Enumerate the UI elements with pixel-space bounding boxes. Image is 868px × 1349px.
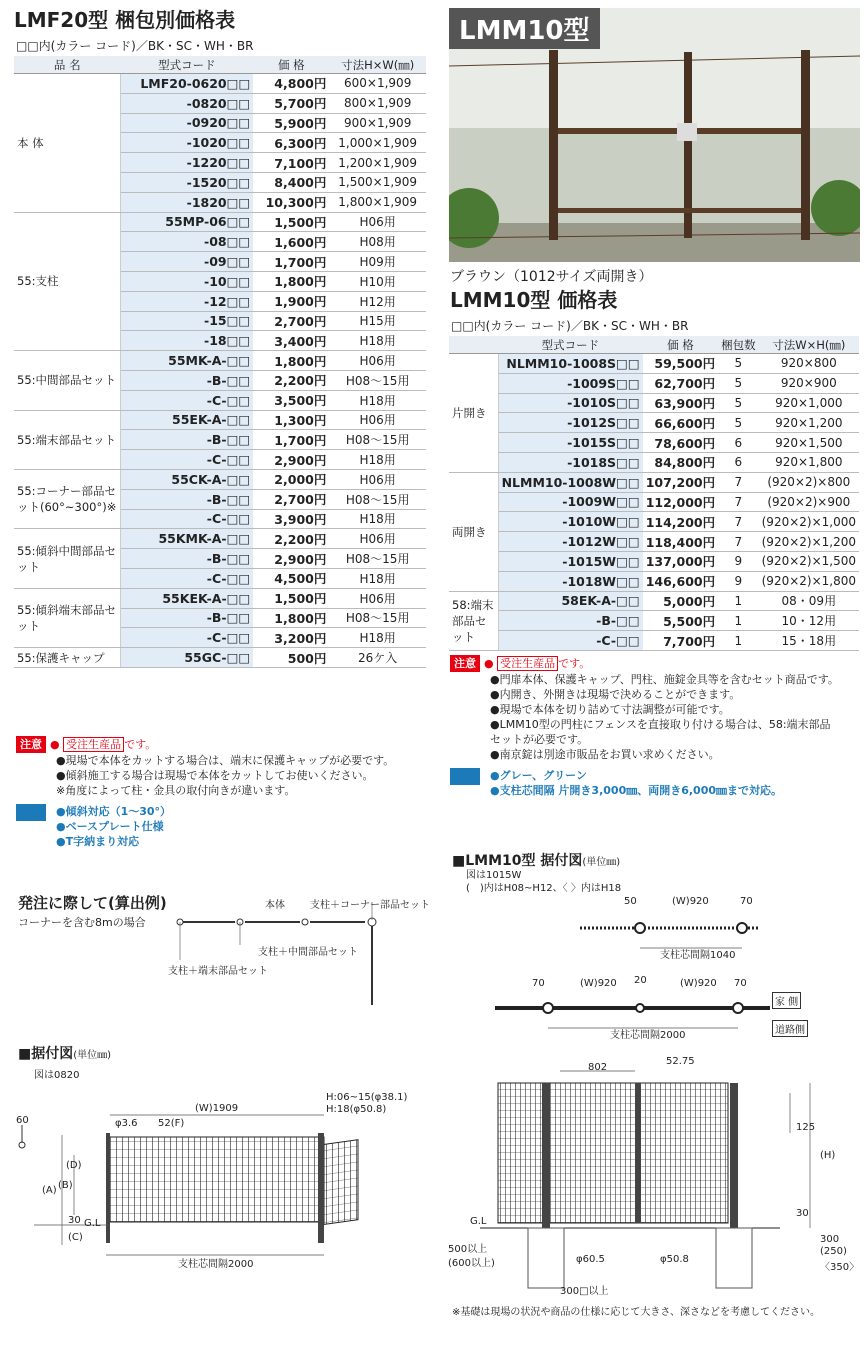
note-item: ●南京錠は別途市販品をお買い求めください。 [490, 748, 720, 761]
model-code: -0920□□ [121, 113, 254, 133]
column-header: 寸法W×H(㎜) [759, 336, 859, 354]
lmm-notice-chip: 注意 [450, 655, 480, 672]
model-code: -08□□ [121, 232, 254, 252]
feature-item: ●T字納まり対応 [56, 835, 140, 848]
table-row [449, 591, 859, 611]
price: 137,000円 [643, 551, 718, 571]
pack-count: 1 [718, 611, 759, 631]
price: 8,400円 [253, 172, 329, 192]
note-item: ●傾斜施工する場合は現場で本体をカットしてお使いください。 [56, 769, 374, 782]
model-code: -1820□□ [121, 192, 254, 212]
dimension: H09用 [329, 252, 426, 272]
model-code: -B-□□ [498, 611, 643, 631]
install-footnote: ※基礎は現場の状況や商品の仕様に応じて大きさ、深さなどを考慮してください。 [452, 1307, 820, 1318]
dimension: 1,500×1,909 [329, 172, 426, 192]
pack-count: 1 [718, 631, 759, 651]
price: 4,500円 [253, 568, 329, 588]
model-code: -09□□ [121, 252, 254, 272]
price: 1,300円 [253, 410, 329, 430]
table-header [14, 56, 426, 74]
pack-count: 7 [718, 532, 759, 552]
pack-count: 1 [718, 591, 759, 611]
table-row [449, 532, 859, 552]
dimension: H15用 [329, 311, 426, 331]
dimension: 15・18用 [759, 631, 859, 651]
price: 2,900円 [253, 549, 329, 569]
price: 7,100円 [253, 153, 329, 173]
dim-h0615: H:06~15(φ38.1) [326, 1092, 408, 1103]
price: 2,900円 [253, 450, 329, 470]
pack-count: 9 [718, 551, 759, 571]
dimension: H08～15用 [329, 549, 426, 569]
price: 2,200円 [253, 529, 329, 549]
dimension: H12用 [329, 291, 426, 311]
price: 62,700円 [643, 373, 718, 393]
model-code: -15□□ [121, 311, 254, 331]
note-item: ●LMM10型の門柱にフェンスを直接取り付ける場合は、58:端末部品 [490, 718, 831, 731]
dimension: H18用 [329, 331, 426, 351]
lmm-notes: 注意 ● 受注生産品 です。 ●門扉本体、保護キャップ、門柱、施錠金具等を含むセット商品です。 ●内開き、外開きは現場で決めることができます。 ●現場で本体を切り詰めて寸法調整が可能です。 ●LMM10型の門柱にフェンスを直接取り付ける場合は、58:端末部品 セットが必要です。 ●南京錠は別途市販品をお買い求めください。 特注 ●グレー、グリーン ●支柱芯間隔 片開き3,000㎜、両開き6,000㎜まで対応。 [450, 655, 860, 798]
dimension: 10・12用 [759, 611, 859, 631]
model-code: -1520□□ [121, 172, 254, 192]
model-code: -0820□□ [121, 93, 254, 113]
price: 1,800円 [253, 608, 329, 628]
note-item: ●現場で本体を切り詰めて寸法調整が可能です。 [490, 703, 730, 716]
table-row [14, 588, 426, 608]
dimension: 26ケ入 [329, 648, 426, 668]
price: 1,800円 [253, 271, 329, 291]
table-row [14, 469, 426, 489]
table-row [449, 571, 859, 591]
model-code: 55EK-A-□□ [121, 410, 254, 430]
dimension: (920×2)×1,500 [759, 551, 859, 571]
install-lmf-fig: 図は0820 [34, 1070, 80, 1081]
pack-count: 5 [718, 373, 759, 393]
price: 1,600円 [253, 232, 329, 252]
notice-chip: 注意 [16, 736, 46, 753]
lmf-title: LMF20型 梱包別価格表 [14, 8, 236, 32]
dimension: 900×1,909 [329, 113, 426, 133]
note-item: ●門扉本体、保護キャップ、門柱、施錠金具等を含むセット商品です。 [490, 673, 839, 686]
model-code: -1009W□□ [498, 492, 643, 512]
price: 59,500円 [643, 354, 718, 374]
dimension: (920×2)×1,200 [759, 532, 859, 552]
elev-dim-300sq: 300□以上 [560, 1286, 609, 1297]
table-row [449, 472, 859, 492]
pack-count: 7 [718, 472, 759, 492]
price: 10,300円 [253, 192, 329, 212]
top-dim-70: 70 [740, 896, 753, 907]
install-lmm-note: ( )内はH08~H12、〈 〉内はH18 [466, 883, 622, 894]
model-code: -1015S□□ [498, 433, 643, 453]
dim-b: (B) [58, 1180, 73, 1191]
model-code: -18□□ [121, 331, 254, 351]
price: 1,900円 [253, 291, 329, 311]
install-lmf-title: ■据付図(単位㎜) [18, 1046, 112, 1062]
table-row [449, 433, 859, 453]
house-side: 家 側 [772, 992, 801, 1009]
model-code: LMF20-0620□□ [121, 74, 254, 94]
table-row [14, 410, 426, 430]
price: 5,000円 [643, 591, 718, 611]
price: 112,000円 [643, 492, 718, 512]
dimension: H18用 [329, 628, 426, 648]
lmf-notes: 注意 ● 受注生産品 です。 ●現場で本体をカットする場合は、端末に保護キャップが必要です。 ●傾斜施工する場合は現場で本体をカットしてお使いください。 ※角度によって柱・金具の取付向きが違います。 特注 ●傾斜対応（1～30°） ●ベースプレート仕様 ●T字納まり対応 [16, 736, 426, 849]
group-name: 本 体 [14, 74, 121, 213]
dimension: 08・09用 [759, 591, 859, 611]
price: 1,700円 [253, 252, 329, 272]
model-code: -B-□□ [121, 608, 254, 628]
group-name: 55:保護キャップ [14, 648, 121, 668]
group-name: 55:コーナー部品セット(60°~300°)※ [14, 469, 121, 528]
table-row [449, 373, 859, 393]
dimension: 920×1,500 [759, 433, 859, 453]
group-name: 両開き [449, 472, 498, 591]
price: 3,400円 [253, 331, 329, 351]
note-item: ●内開き、外開きは現場で決めることができます。 [490, 688, 741, 701]
dimension: H06用 [329, 410, 426, 430]
pack-count: 6 [718, 433, 759, 453]
order-label-corner: 支柱＋コーナー部品セット [310, 900, 430, 911]
column-header: 品 名 [14, 56, 121, 74]
price: 5,500円 [643, 611, 718, 631]
price: 4,800円 [253, 74, 329, 94]
model-code: -1010S□□ [498, 393, 643, 413]
model-code: -1220□□ [121, 153, 254, 173]
price: 1,700円 [253, 430, 329, 450]
model-code: -1018W□□ [498, 571, 643, 591]
model-code: -1010W□□ [498, 512, 643, 532]
dim-a: (A) [42, 1185, 57, 1196]
dimension: H06用 [329, 588, 426, 608]
note-item: セットが必要です。 [490, 733, 589, 746]
model-code: -B-□□ [121, 489, 254, 509]
price: 3,500円 [253, 390, 329, 410]
group-name: 55:傾斜中間部品セット [14, 529, 121, 588]
lmm-title: LMM10型 価格表 [450, 288, 618, 312]
order-label-middle: 支柱＋中間部品セット [258, 947, 358, 958]
dimension: H06用 [329, 529, 426, 549]
dimension: H08～15用 [329, 370, 426, 390]
elev-dim-phi605: φ60.5 [576, 1254, 605, 1265]
model-code: 55KEK-A-□□ [121, 588, 254, 608]
elev-dim-30: 30 [796, 1208, 809, 1219]
lmf-color-note: □□内(カラー コード)／BK・SC・WH・BR [16, 39, 254, 53]
dimension: H08～15用 [329, 608, 426, 628]
dimension: 920×800 [759, 354, 859, 374]
road-side: 道路側 [772, 1020, 808, 1037]
table-header [449, 336, 859, 354]
dimension: 1,800×1,909 [329, 192, 426, 212]
dimension: (920×2)×800 [759, 472, 859, 492]
group-name: 55:支柱 [14, 212, 121, 351]
order-label-end: 支柱＋端末部品セット [168, 966, 268, 977]
dimension: 800×1,909 [329, 93, 426, 113]
table-row [14, 351, 426, 371]
dimension: 600×1,909 [329, 74, 426, 94]
price: 146,600円 [643, 571, 718, 591]
price: 5,700円 [253, 93, 329, 113]
price: 114,200円 [643, 512, 718, 532]
elev-dim-250: (250) [820, 1246, 847, 1257]
model-code: 55MP-06□□ [121, 212, 254, 232]
model-code: -1012W□□ [498, 532, 643, 552]
feature-item: ●グレー、グリーン [490, 769, 587, 782]
price: 5,900円 [253, 113, 329, 133]
pack-count: 5 [718, 393, 759, 413]
dim-d: (D) [66, 1160, 82, 1171]
mid-dim-20: 20 [634, 975, 647, 986]
dim-60: 60 [16, 1115, 29, 1126]
dimension: (920×2)×900 [759, 492, 859, 512]
price: 78,600円 [643, 433, 718, 453]
elev-dim-h: (H) [820, 1150, 836, 1161]
column-header: 型式コード [498, 336, 643, 354]
dimension: 920×1,800 [759, 452, 859, 472]
table-row [449, 393, 859, 413]
dimension: H10用 [329, 271, 426, 291]
lmm-made-to-order-label: 受注生産品 [497, 656, 558, 671]
model-code: 55GC-□□ [121, 648, 254, 668]
elev-dim-802: 802 [588, 1062, 608, 1073]
dim-gl: G.L [84, 1218, 101, 1229]
dimension: 1,000×1,909 [329, 133, 426, 153]
lmm-photo [449, 8, 860, 262]
table-row [14, 212, 426, 232]
price: 2,200円 [253, 370, 329, 390]
model-code: -1009S□□ [498, 373, 643, 393]
elev-dim-500: 500以上 [448, 1244, 488, 1255]
model-code: -C-□□ [121, 450, 254, 470]
model-code: -1015W□□ [498, 551, 643, 571]
dim-phi36: φ3.6 [115, 1118, 138, 1129]
lmm-price-table [449, 336, 859, 651]
model-code: -1018S□□ [498, 452, 643, 472]
mid-dim-w920a: (W)920 [580, 978, 617, 989]
price: 66,600円 [643, 413, 718, 433]
price: 3,900円 [253, 509, 329, 529]
dim-c: (C) [68, 1232, 83, 1243]
price: 107,200円 [643, 472, 718, 492]
dimension: H18用 [329, 509, 426, 529]
lmm-notice-suffix: です。 [558, 657, 591, 670]
table-row [449, 611, 859, 631]
table-row [449, 512, 859, 532]
dimension: H18用 [329, 450, 426, 470]
group-name: 58:端末部品セット [449, 591, 498, 650]
price: 6,300円 [253, 133, 329, 153]
feature-item: ●支柱芯間隔 片開き3,000㎜、両開き6,000㎜まで対応。 [490, 784, 783, 797]
price: 3,200円 [253, 628, 329, 648]
price: 7,700円 [643, 631, 718, 651]
price: 2,700円 [253, 311, 329, 331]
dim-h18: H:18(φ50.8) [326, 1104, 387, 1115]
table-row [449, 354, 859, 374]
feature-item: ●ベースプレート仕様 [56, 820, 164, 833]
dimension: H08～15用 [329, 489, 426, 509]
dim-30: 30 [68, 1215, 81, 1226]
column-header [449, 336, 498, 354]
lmf-price-table [14, 56, 426, 668]
dimension: 920×900 [759, 373, 859, 393]
group-name: 55:中間部品セット [14, 351, 121, 410]
model-code: -1012S□□ [498, 413, 643, 433]
table-row [14, 529, 426, 549]
table-row [449, 452, 859, 472]
dimension: (920×2)×1,800 [759, 571, 859, 591]
mid-dim-70a: 70 [532, 978, 545, 989]
install-lmm-fig: 図は1015W [466, 870, 522, 881]
model-code: 58EK-A-□□ [498, 591, 643, 611]
dim-52f: 52(F) [158, 1118, 185, 1129]
column-header: 寸法H×W(㎜) [329, 56, 426, 74]
elev-dim-600: (600以上) [448, 1258, 495, 1269]
note-item: ●現場で本体をカットする場合は、端末に保護キャップが必要です。 [56, 754, 395, 767]
dim-w1909: (W)1909 [195, 1103, 239, 1114]
lmm-color-note: □□内(カラー コード)／BK・SC・WH・BR [451, 319, 689, 333]
pack-count: 5 [718, 413, 759, 433]
elev-dim-5275: 52.75 [666, 1056, 695, 1067]
pack-count: 9 [718, 571, 759, 591]
pack-count: 7 [718, 492, 759, 512]
mid-dim-pitch: 支柱芯間隔2000 [610, 1030, 686, 1041]
model-code: 55MK-A-□□ [121, 351, 254, 371]
model-code: -C-□□ [121, 390, 254, 410]
model-code: 55CK-A-□□ [121, 469, 254, 489]
price: 500円 [253, 648, 329, 668]
table-row [449, 631, 859, 651]
dimension: H08用 [329, 232, 426, 252]
table-row [449, 551, 859, 571]
model-code: -B-□□ [121, 370, 254, 390]
made-to-order-label: 受注生産品 [63, 737, 124, 752]
group-name: 55:端末部品セット [14, 410, 121, 469]
column-header: 価 格 [643, 336, 718, 354]
dimension: (920×2)×1,000 [759, 512, 859, 532]
lmm-feature-chip: 特注 [450, 768, 480, 785]
order-desc: コーナーを含む8mの場合 [18, 916, 146, 929]
feature-chip: 特注 [16, 804, 46, 821]
dimension: H18用 [329, 568, 426, 588]
price: 118,400円 [643, 532, 718, 552]
dimension: 920×1,000 [759, 393, 859, 413]
elev-dim-phi508: φ50.8 [660, 1254, 689, 1265]
note-item: ※角度によって柱・金具の取付向きが違います。 [56, 784, 296, 797]
dimension: 1,200×1,909 [329, 153, 426, 173]
model-code: NLMM10-1008W□□ [498, 472, 643, 492]
price: 2,700円 [253, 489, 329, 509]
install-lmm-title: ■LMM10型 据付図(単位㎜) [452, 853, 621, 869]
group-name: 片開き [449, 354, 498, 473]
mid-dim-70b: 70 [734, 978, 747, 989]
price: 1,500円 [253, 212, 329, 232]
model-code: -C-□□ [121, 509, 254, 529]
table-row [449, 492, 859, 512]
dimension: H18用 [329, 390, 426, 410]
lmm-caption: ブラウン（1012サイズ両開き） [450, 269, 653, 285]
price: 1,800円 [253, 351, 329, 371]
model-code: -10□□ [121, 271, 254, 291]
top-dim-w920: (W)920 [672, 896, 709, 907]
model-code: -B-□□ [121, 549, 254, 569]
elev-dim-gl: G.L [470, 1216, 487, 1227]
order-title: 発注に際して(算出例) [18, 894, 167, 912]
model-code: -1020□□ [121, 133, 254, 153]
model-code: NLMM10-1008S□□ [498, 354, 643, 374]
dimension: 920×1,200 [759, 413, 859, 433]
lmm-tag: LMM10型 [449, 8, 600, 49]
dimension: H08～15用 [329, 430, 426, 450]
model-code: 55KMK-A-□□ [121, 529, 254, 549]
column-header: 型式コード [121, 56, 254, 74]
top-dim-50: 50 [624, 896, 637, 907]
pack-count: 5 [718, 354, 759, 374]
price: 84,800円 [643, 452, 718, 472]
dimension: H06用 [329, 469, 426, 489]
mid-dim-w920b: (W)920 [680, 978, 717, 989]
column-header: 梱包数 [718, 336, 759, 354]
price: 63,900円 [643, 393, 718, 413]
model-code: -12□□ [121, 291, 254, 311]
table-row [449, 413, 859, 433]
price: 1,500円 [253, 588, 329, 608]
column-header: 価 格 [253, 56, 329, 74]
price: 2,000円 [253, 469, 329, 489]
elev-dim-300: 300 [820, 1234, 840, 1245]
model-code: -C-□□ [121, 568, 254, 588]
model-code: -C-□□ [121, 628, 254, 648]
dim-pitch2000: 支柱芯間隔2000 [178, 1259, 254, 1270]
table-row [14, 74, 426, 94]
dimension: H06用 [329, 351, 426, 371]
model-code: -B-□□ [121, 430, 254, 450]
notice-suffix: です。 [124, 738, 157, 751]
dimension: H06用 [329, 212, 426, 232]
pack-count: 7 [718, 512, 759, 532]
table-row [14, 648, 426, 668]
top-dim-pitch: 支柱芯間隔1040 [660, 950, 736, 961]
order-label-body: 本体 [265, 900, 285, 911]
group-name: 55:傾斜端末部品セット [14, 588, 121, 647]
elev-dim-350: 〈350〉 [820, 1262, 860, 1273]
elev-dim-125: 125 [796, 1122, 816, 1133]
model-code: -C-□□ [498, 631, 643, 651]
feature-item: ●傾斜対応（1～30°） [56, 805, 172, 818]
pack-count: 6 [718, 452, 759, 472]
